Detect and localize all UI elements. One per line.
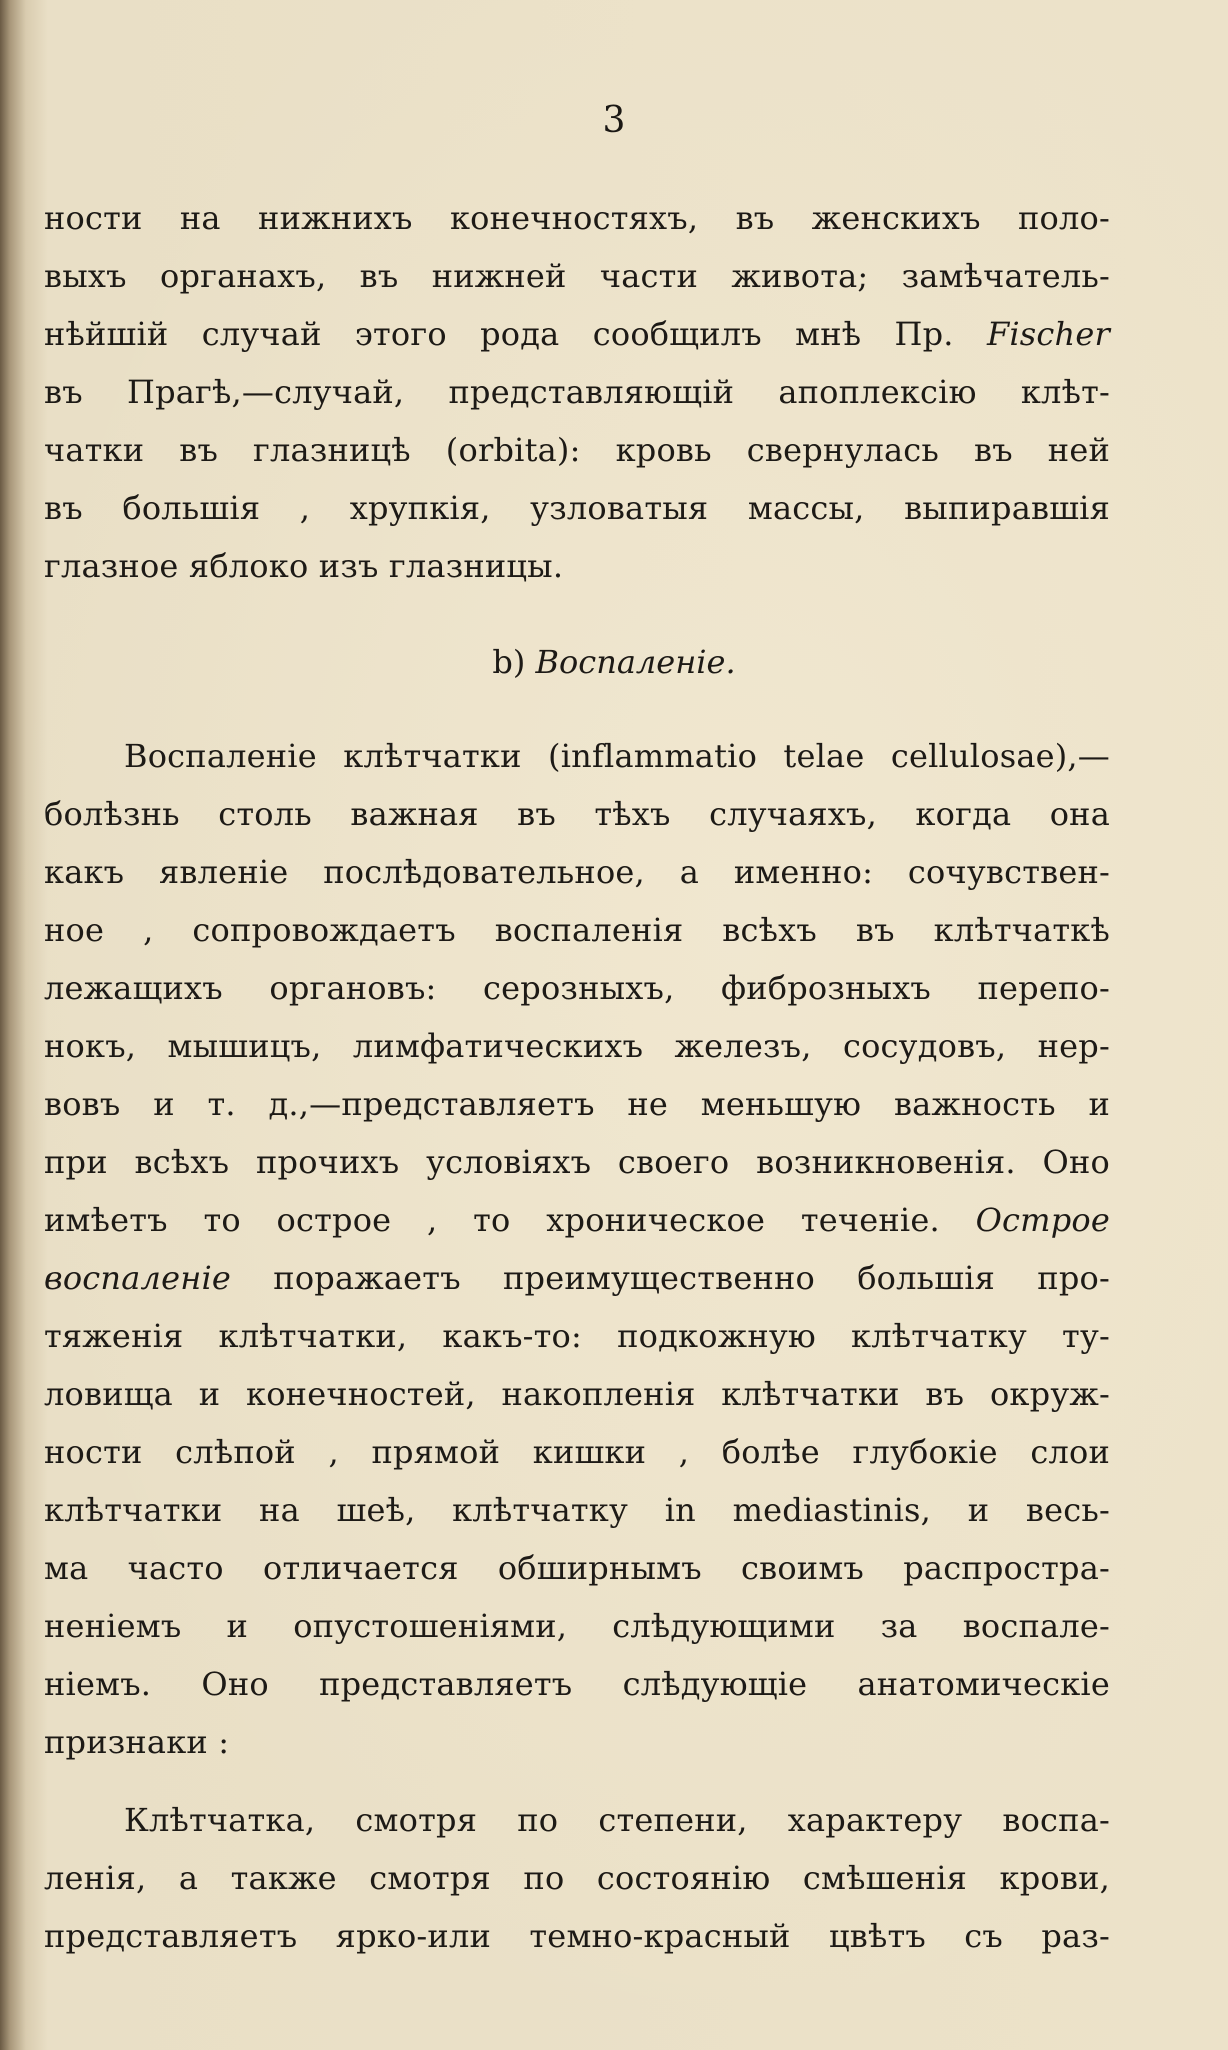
section-title: Воспаленіе.: [535, 643, 736, 681]
text-line: въ Прагѣ,—случай, представляющій апоплексію клѣт-: [44, 373, 1110, 411]
text-line: неніемъ и опустошеніями, слѣдующими за воспале-: [44, 1607, 1110, 1645]
text-line: лежащихъ органовъ: серозныхъ, фиброзныхъ перепо-: [44, 969, 1110, 1007]
text-line: ности на нижнихъ конечностяхъ, въ женскихъ поло-: [44, 199, 1110, 237]
text-line: ное , сопровождаетъ воспаленія всѣхъ въ клѣтчаткѣ: [44, 911, 1110, 949]
text-segment: имѣетъ то острое , то хроническое теченіе.: [44, 1201, 976, 1239]
text-line: ленія, а также смотря по состоянію смѣшенія крови,: [44, 1859, 1110, 1897]
text-line: признаки :: [44, 1723, 230, 1761]
text-line: въ большія , хрупкія, узловатыя массы, выпиравшія: [44, 489, 1110, 527]
text-segment: поражаетъ преимущественно большія про-: [231, 1259, 1110, 1297]
text-line: [44, 314, 1110, 354]
text-segment: нѣйшій случай этого рода сообщилъ мнѣ Пр.: [44, 315, 987, 353]
text-line: Воспаленіе клѣтчатки (inflammatio telae cellulosae),—: [124, 737, 1110, 775]
italic-term: Острое: [975, 1201, 1110, 1239]
text-line: представляетъ ярко-или темно-красный цвѣтъ съ раз-: [44, 1917, 1110, 1955]
text-line: нокъ, мышицъ, лимфатическихъ железъ, сосудовъ, нер-: [44, 1027, 1110, 1065]
text-line: при всѣхъ прочихъ условіяхъ своего возникновенія. Оно: [44, 1143, 1110, 1181]
text-line: клѣтчатки на шеѣ, клѣтчатку in mediastinis, и весь-: [44, 1491, 1110, 1529]
text-line: ности слѣпой , прямой кишки , болѣе глубокіе слои: [44, 1433, 1110, 1471]
text-line: какъ явленіе послѣдовательное, а именно: сочувствен-: [44, 853, 1110, 891]
italic-term: воспаленіе: [44, 1259, 232, 1297]
text-line: вовъ и т. д.,—представляетъ не меньшую важность и: [44, 1085, 1110, 1123]
section-heading: [0, 642, 1228, 682]
italic-name: Fischer: [986, 315, 1110, 353]
page-number: 3: [602, 100, 626, 141]
text-line: тяженія клѣтчатки, какъ-то: подкожную клѣтчатку ту-: [44, 1317, 1110, 1355]
text-line: Клѣтчатка, смотря по степени, характеру воспа-: [124, 1801, 1110, 1839]
text-line: чатки въ глазницѣ (orbita): кровь свернулась въ ней: [44, 431, 1110, 469]
text-line: болѣзнь столь важная въ тѣхъ случаяхъ, когда она: [44, 795, 1110, 833]
text-line: выхъ органахъ, въ нижней части живота; замѣчатель-: [44, 257, 1110, 295]
text-line: [44, 1200, 1110, 1240]
text-line: ніемъ. Оно представляетъ слѣдующіе анатомическіе: [44, 1665, 1110, 1703]
text-line: [44, 1258, 1110, 1298]
text-line: ловища и конечностей, накопленія клѣтчатки въ окруж-: [44, 1375, 1110, 1413]
text-line: глазное яблоко изъ глазницы.: [44, 547, 564, 585]
text-line: ма часто отличается обширнымъ своимъ распростра-: [44, 1549, 1110, 1587]
section-marker: b): [492, 643, 526, 681]
